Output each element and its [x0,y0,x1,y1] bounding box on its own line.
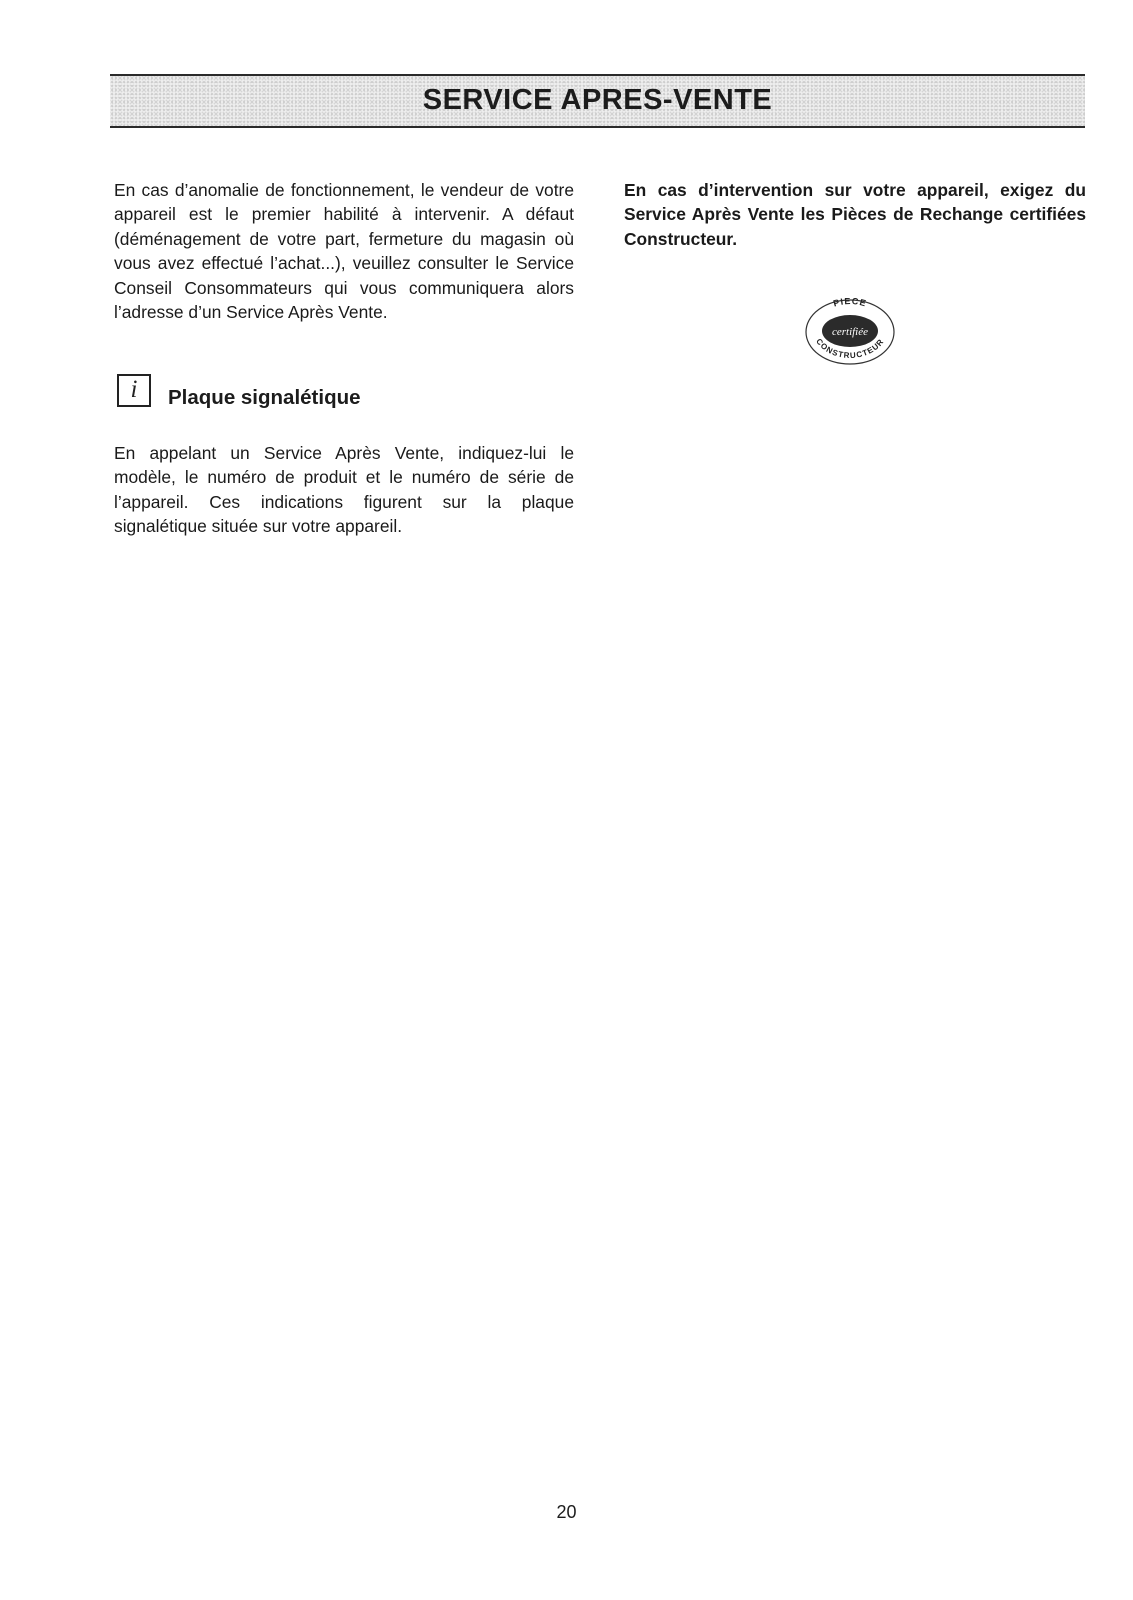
section-heading: Plaque signalétique [168,386,361,409]
page-title: SERVICE APRES-VENTE [422,84,773,116]
nameplate-section [114,441,574,539]
seal-text-center: certifiée [831,326,869,338]
left-column [114,178,574,324]
intro-paragraph: En cas d’anomalie de fonctionnement, le vendeur de votre appareil est le premier habilité à intervenir. A défaut (déménagement de votre part, fermeture du magasin où vous avez effectué l’achat...), veuillez consulter le Service Conseil Consommateurs qui vous communiquera alors l’adresse d’un Service Après Vente. [114,180,574,323]
svg-text:PIECE [832,298,868,309]
page-number: 20 [556,1502,577,1522]
seal-text-bottom: CONSTRUCTEUR [814,336,886,361]
page-header-band [110,74,1085,128]
info-icon: i [117,374,151,407]
right-column [624,178,1086,251]
certified-parts-notice: En cas d’intervention sur votre appareil, exigez du Service Après Vente les Pièces de Rechange certifiées Constructeur. [624,180,1086,249]
seal-text-top: PIECE [832,298,868,309]
nameplate-paragraph: En appelant un Service Après Vente, indiquez-lui le modèle, le numéro de produit et le numéro de série de l’appareil. Ces indications figurent sur la plaque signalétique située sur votre appareil. [114,443,574,537]
certified-parts-seal-icon [804,298,896,366]
